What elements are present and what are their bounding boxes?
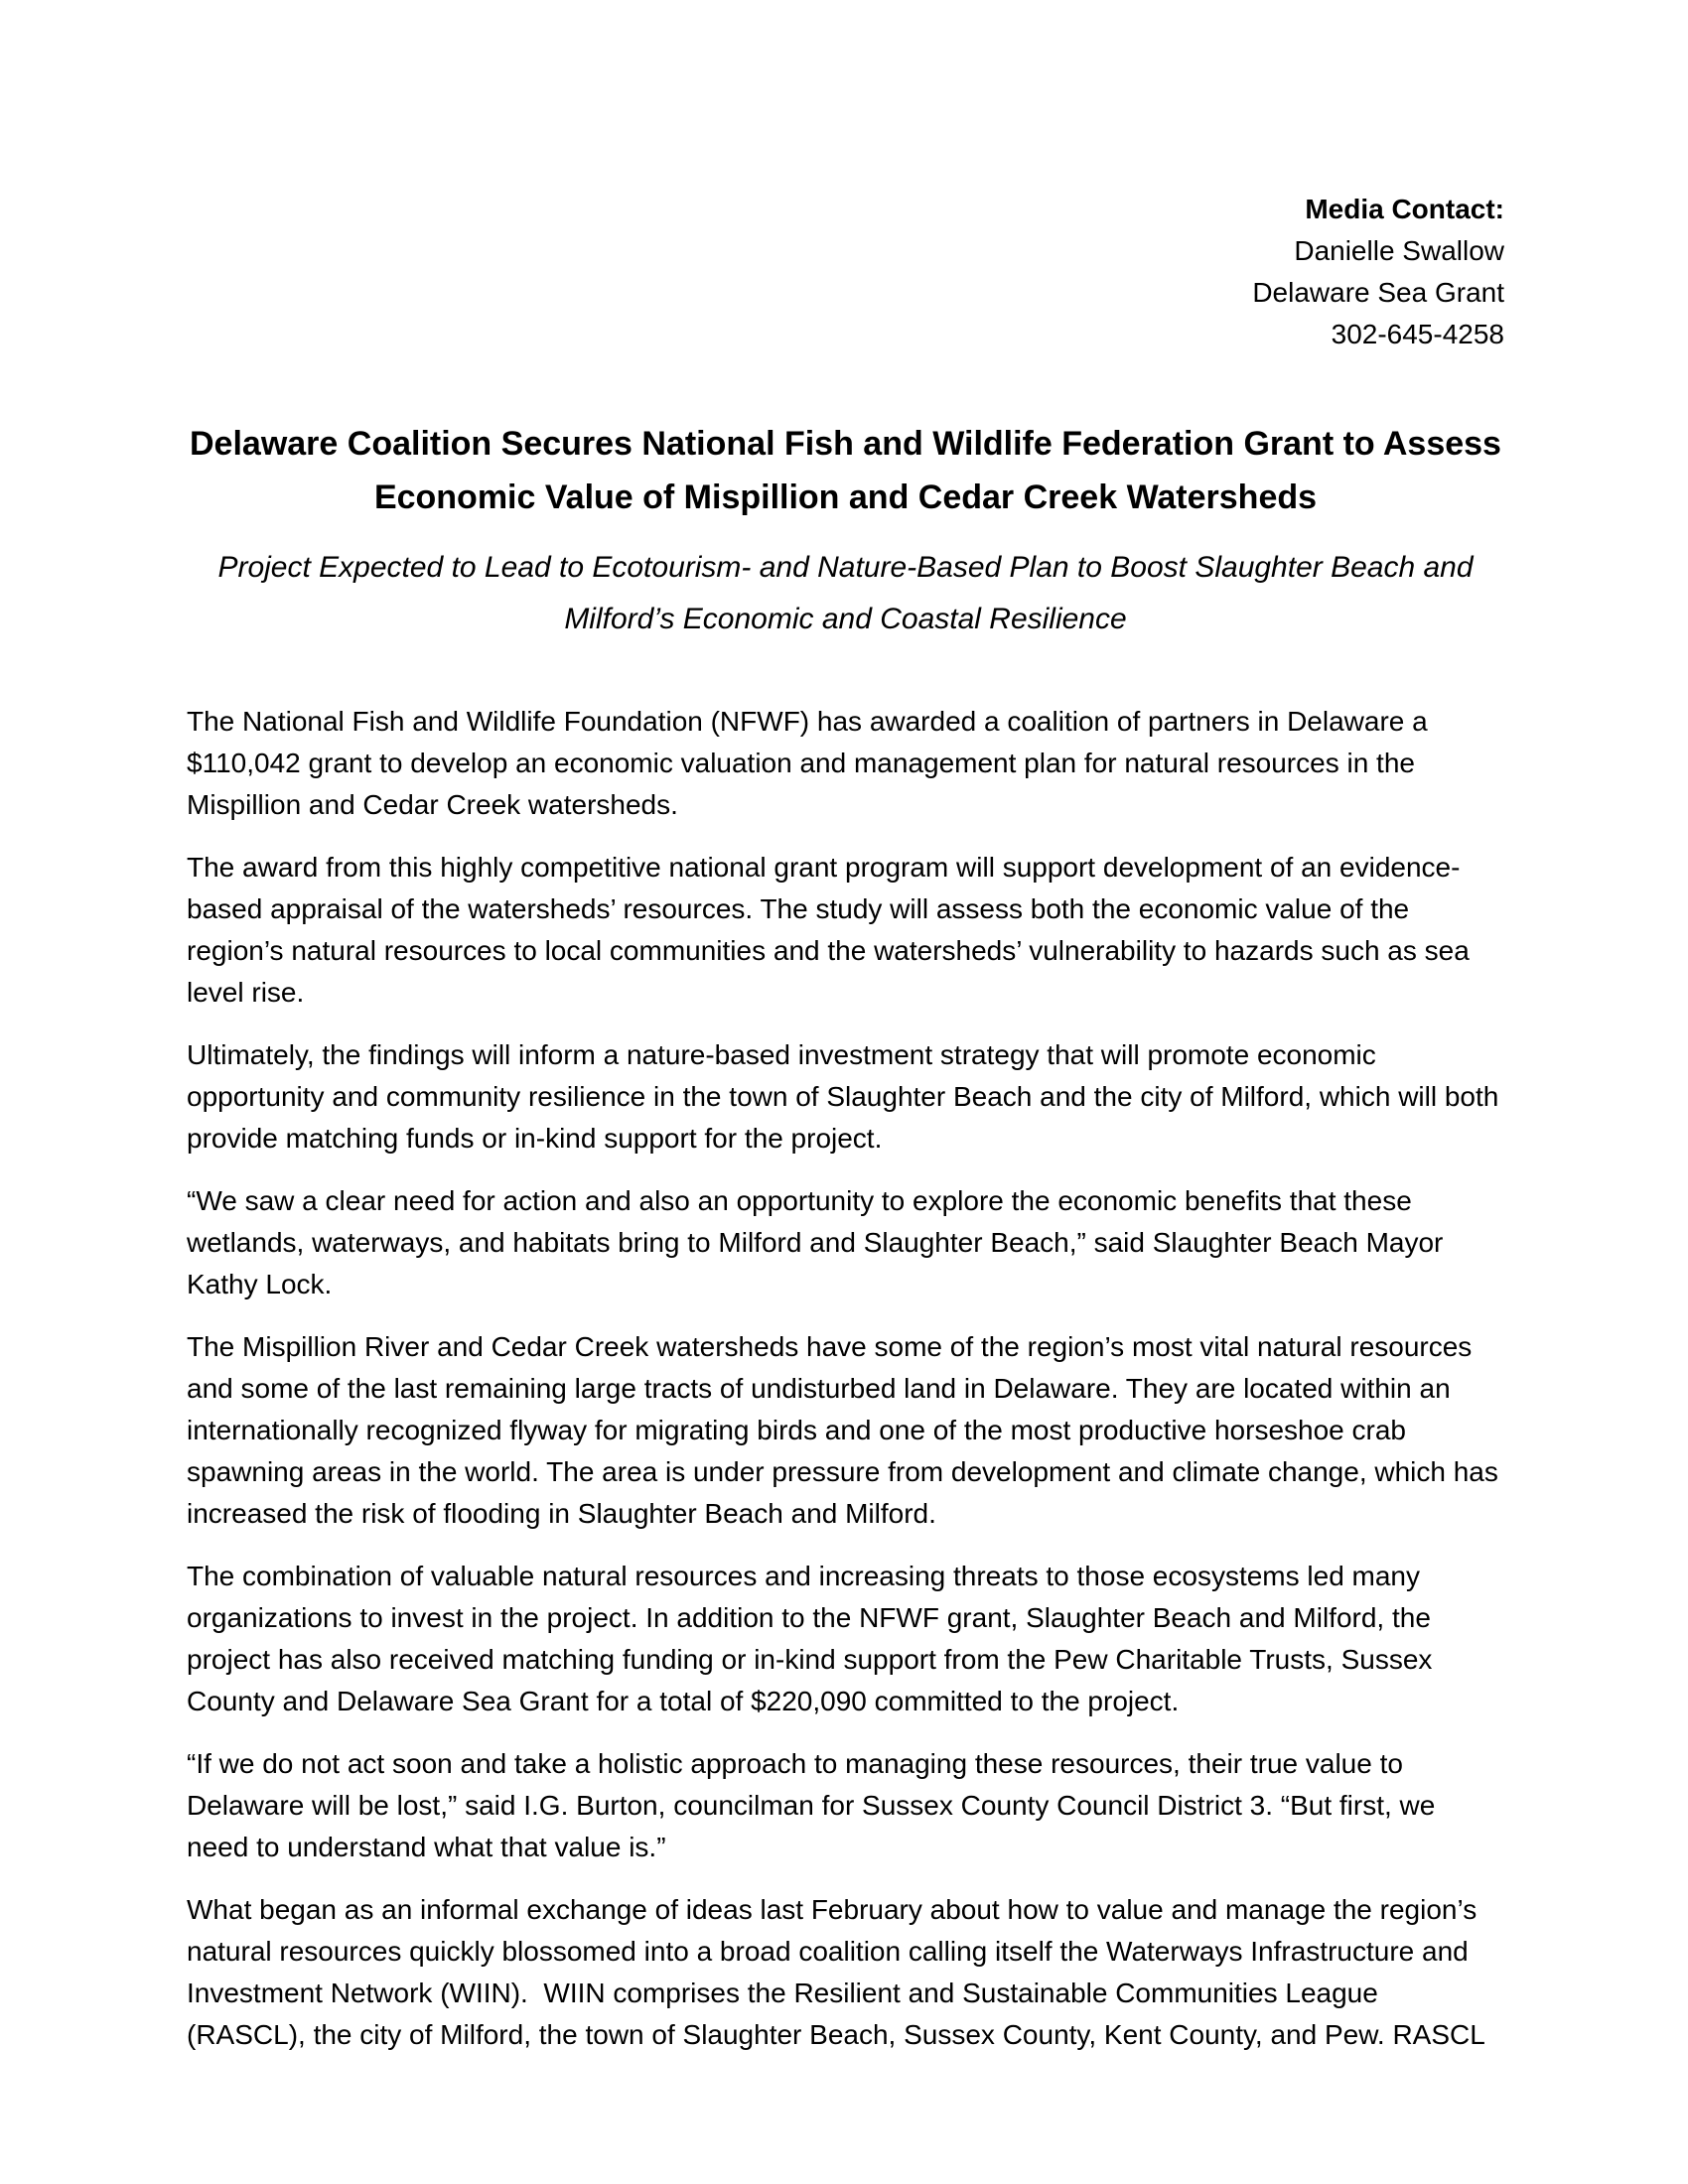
body-paragraph-1: The National Fish and Wildlife Foundation (NFWF) has awarded a coalition of partners in Delaware a $110,042 grant to develop an economic valuation and management plan for natural resources in the Mispillion and Cedar Creek watersheds. — [187, 706, 1436, 820]
body-paragraph-2: The award from this highly competitive national grant program will support development of an evidence-based appraisal of the watersheds’ resources. The study will assess both the economic value of the region’s natural resources to local communities and the watersheds’ vulnerability to hazards such as sea level rise. — [187, 852, 1477, 1008]
press-release-subtitle: Project Expected to Lead to Ecotourism- and Nature-Based Plan to Boost Slaughter Beach and Milford’s Economic and Coastal Resilience — [217, 551, 1474, 635]
press-release-body — [187, 701, 1507, 2056]
media-contact-organization: Delaware Sea Grant — [1252, 277, 1504, 308]
media-contact-block — [187, 189, 1504, 355]
body-paragraph-7: “If we do not act soon and take a holistic approach to managing these resources, their true value to Delaware will be lost,” said I.G. Burton, councilman for Sussex County Council District 3. “But first, we need to understand what that value is.” — [187, 1748, 1444, 1862]
media-contact-label: Media Contact: — [1305, 194, 1504, 224]
body-paragraph-3: Ultimately, the findings will inform a nature-based investment strategy that will promote economic opportunity and community resilience in the town of Slaughter Beach and the city of Milford, which will both provide matching funds or in-kind support for the project. — [187, 1039, 1507, 1154]
media-contact-name: Danielle Swallow — [1294, 235, 1504, 266]
body-paragraph-4: “We saw a clear need for action and also an opportunity to explore the economic benefits that these wetlands, waterways, and habitats bring to Milford and Slaughter Beach,” said Slaughter Beach Mayor Kathy Lock. — [187, 1185, 1452, 1299]
press-release-title: Delaware Coalition Secures National Fish and Wildlife Federation Grant to Assess Economic Value of Mispillion and Cedar Creek Watersheds — [190, 425, 1501, 516]
media-contact-phone: 302-645-4258 — [1331, 319, 1504, 349]
body-paragraph-8: What began as an informal exchange of ideas last February about how to value and manage the region’s natural resources quickly blossomed into a broad coalition calling itself the Waterways Infrastructure and Investment Network (WIIN). WIIN comprises the Resilient and Sustainable Communities League (RASCL), the city of Milford, the town of Slaughter Beach, Sussex County, Kent County, and Pew. RASCL — [187, 1894, 1485, 2050]
body-paragraph-5: The Mispillion River and Cedar Creek watersheds have some of the region’s most vital natural resources and some of the last remaining large tracts of undisturbed land in Delaware. They are located within an internationally recognized flyway for migrating birds and one of the most productive horseshoe crab spawning areas in the world. The area is under pressure from development and climate change, which has increased the risk of flooding in Slaughter Beach and Milford. — [187, 1331, 1506, 1529]
body-paragraph-6: The combination of valuable natural resources and increasing threats to those ecosystems led many organizations to invest in the project. In addition to the NFWF grant, Slaughter Beach and Milford, the project has also received matching funding or in-kind support from the Pew Charitable Trusts, Sussex County and Delaware Sea Grant for a total of $220,090 committed to the project. — [187, 1561, 1441, 1716]
